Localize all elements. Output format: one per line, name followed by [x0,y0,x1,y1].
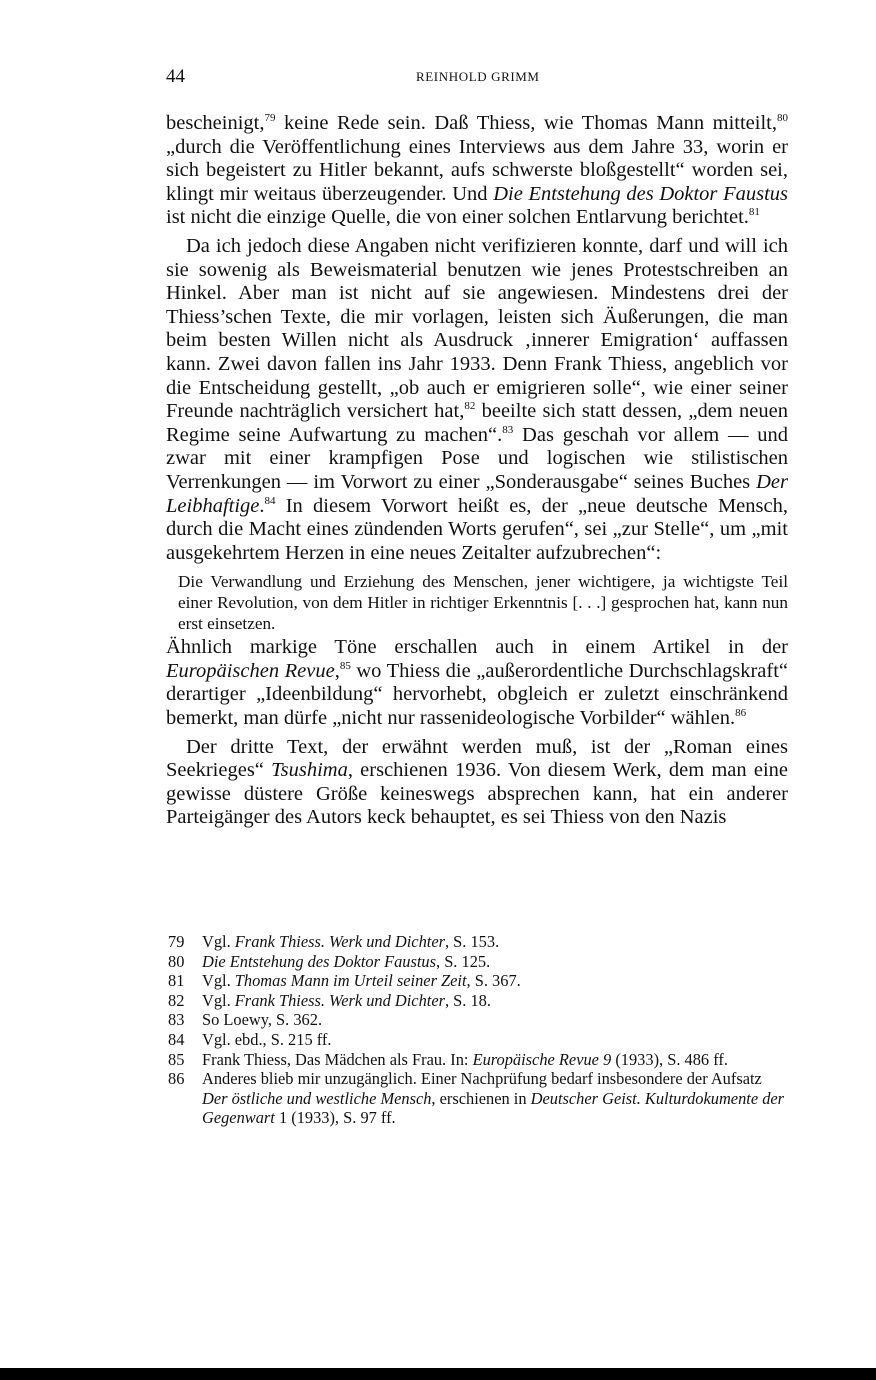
book-title: Der Leibhaftige [166,470,788,517]
footnote-ref-86: 86 [735,707,747,720]
footnote-number: 79 [168,932,185,951]
footnote-79: 79 Vgl. Frank Thiess. Werk und Dichter, S. 153. [168,932,500,951]
footnote-number: 82 [168,990,185,1010]
footnote-84: 84 Vgl. ebd., S. 215 ff. [168,1029,332,1049]
book-title: Die Entstehung des Doktor Faustus [493,182,788,205]
footnote-85: 85 Frank Thiess, Das Mädchen als Frau. In: Europäische Revue 9 (1933), S. 486 ff. [168,1049,728,1069]
footnotes [168,932,788,1128]
footnote-ref-83: 83 [502,423,514,436]
paragraph-1: bescheinigt,$^{79}$ keine Rede sein. Daß Thiess, wie Thomas Mann mitteilt,$^{80}$ „durch die Veröffentlichung eines Interviews aus dem Jahre 33, worin er sich begeistert zu Hitler bekannt, aufs schwerste bloßgestellt“ worden sei, klingt mir weitaus überzeugender. Und Die Entstehung des Doktor Faustus ist nicht die einzige Quelle, die von einer solchen Entlarvung berichtet.$^{81}$ [166,112,788,229]
footnote-ref-81: 81 [748,206,760,219]
footnote-number: 85 [168,1049,185,1069]
footnote-ref-82: 82 [464,400,476,413]
footnote-number: 84 [168,1029,185,1049]
footnote-number: 83 [168,1010,185,1030]
footnote-83: 83 So Loewy, S. 362. [168,1010,323,1030]
running-head: REINHOLD GRIMM [416,69,540,84]
footnote-number: 80 [168,951,185,971]
paragraph-3: Ähnlich markige Töne erschallen auch in einem Artikel in der Europäischen Revue,$^{85}$ wo Thiess die „außerordentliche Durchschlagskraft“ derartiger „Ideenbildung“ hervorhebt, obgleich er zuletzt einschränkend bemerkt, man dürfe „nicht nur rassenideologische Vorbilder“ wählen.$^{86}$ [166,636,788,730]
footnote-number: 81 [168,971,185,991]
book-title: Tsushima [271,759,348,782]
paragraph-2: Da ich jedoch diese Angaben nicht verifizieren konnte, darf und will ich sie sowenig als Beweismaterial benutzen wie jenes Protestschreiben an Hinkel. Aber man ist nicht auf sie angewiesen. Mindestens drei der Thiess’schen Texte, die mir vorlagen, leisten sich Äußerungen, die man beim besten Willen nicht als Ausdruck ‚innerer Emigration‘ auffassen kann. Zwei davon fallen ins Jahr 1933. Denn Frank Thiess, angeblich vor die Entscheidung gestellt, „ob auch er emigrieren solle“, wie einer seiner Freunde nachträglich versichert hat,$^{82}$ beeilte sich statt dessen, „dem neuen Regime seine Aufwartung zu machen“.$^{83}$ Das geschah vor allem — und zwar mit einer krampfigen Pose und logischen wie stilistischen Verrenkungen — im Vorwort zu einer „Sonderausgabe“ seines Buches Der Leibhaftige.$^{84}$ In diesem Vorwort heißt es, der „neue deutsche Mensch, durch die Macht eines zündenden Worts gerufen“, sei „zur Stelle“, um „mit ausgekehrtem Herzen in eine neues Zeitalter aufzubrechen“: [166,234,788,564]
main-text [166,112,788,830]
footnote-ref-79: 79 [264,112,276,124]
page-header [166,66,786,88]
footnote-80: 80 Die Entstehung des Doktor Faustus, S. 125. [168,951,491,971]
footnote-82: 82 Vgl. Frank Thiess. Werk und Dichter, S. 18. [168,990,491,1010]
footnote-ref-80: 80 [777,112,788,124]
footnote-86: 86 Anderes blieb mir unzugänglich. Einer Nachprüfung bedarf insbesondere der Aufsatz Der östliche und westliche Mensch, erschienen in Deutscher Geist. Kulturdokumente der Gegenwart 1 (1933), S. 97 ff. [168,1069,785,1128]
paragraph-4: Der dritte Text, der erwähnt werden muß, ist der „Roman eines Seekrieges“ Tsushima, erschienen 1936. Von diesem Werk, dem man eine gewisse düstere Größe keineswegs absprechen kann, hat ein anderer Parteigänger des Autors keck behauptet, es sei Thiess von den Nazis [166,735,788,829]
page-number: 44 [166,66,185,87]
footnote-number: 86 [168,1069,185,1089]
footnote-ref-85: 85 [339,659,351,672]
journal-title: Europäischen Revue [166,659,335,682]
scan-border [0,1368,876,1380]
footnote-81: 81 Vgl. Thomas Mann im Urteil seiner Zeit, S. 367. [168,971,521,991]
footnote-ref-84: 84 [264,494,276,507]
block-quote: Die Verwandlung und Erziehung des Menschen, jener wichtigere, ja wichtigste Teil einer Revolution, von dem Hitler in richtiger Erkenntnis [. . .] gesprochen hat, kann nun erst einsetzen. [178,572,788,634]
